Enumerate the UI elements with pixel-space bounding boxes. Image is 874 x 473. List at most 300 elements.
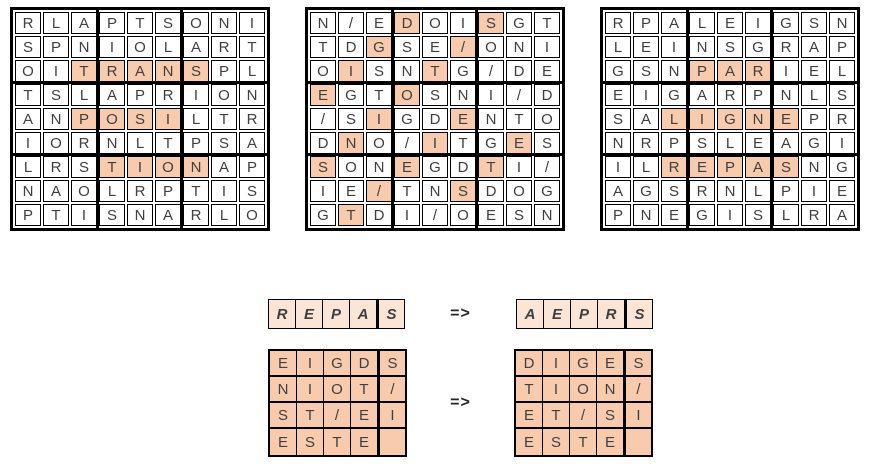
grid-cell: A [605,180,631,202]
grid-cell: L [183,108,209,130]
grid-cell: R [661,156,687,178]
grid-cell: A [661,12,687,34]
grid-cell: R [211,36,237,58]
block-divider [308,153,562,156]
grid-cell: N [717,180,743,202]
grid-cell: I [605,156,631,178]
grid-cell: L [633,156,659,178]
example-cell: P [323,300,350,328]
grid-cell: S [689,132,715,154]
grid-cell: E [801,60,827,82]
grid-cell: L [829,60,855,82]
grid-cell: A [689,84,715,106]
example-cell: E [351,403,378,429]
grid-cell: S [155,12,181,34]
grid-cell: L [239,60,265,82]
grid-cell: / [310,108,336,130]
example-cell: R [598,300,625,328]
grid-cell: P [239,156,265,178]
grid-cell: O [211,84,237,106]
grid-cell: S [661,180,687,202]
example-cell: D [516,351,543,377]
grid-cell: E [745,132,771,154]
grid-cell: E [717,12,743,34]
example-cell: I [297,351,324,377]
example-cell: T [324,429,351,455]
example-cell: O [570,377,597,403]
grid-cell: I [801,180,827,202]
grid-cell: R [605,12,631,34]
grid-cell: N [239,84,265,106]
grid-cell: S [506,204,532,226]
grid-cell: S [478,12,504,34]
grid-cell: N [127,204,153,226]
grid-cell: N [366,156,392,178]
grid-cell: D [338,36,364,58]
grid-cell: P [15,204,41,226]
grid-cell: N [605,132,631,154]
grid-cell: L [605,36,631,58]
grid-cell: R [773,36,799,58]
grid-cell: G [366,36,392,58]
grid-cell: O [183,12,209,34]
grid-cell: S [745,204,771,226]
grid-cell: T [310,36,336,58]
transform-arrow: => [450,394,471,411]
block-divider [603,153,857,156]
grid-cell: G [829,156,855,178]
puzzle-grids-row [10,7,860,231]
grid-cell: N [829,12,855,34]
grid-cell: O [534,108,560,130]
example-row-input [268,299,405,329]
grid-cell: S [239,180,265,202]
example-cell: S [543,429,570,455]
grid-cell: A [43,180,69,202]
grid-cell: T [239,36,265,58]
example-cell: I [624,403,651,429]
transform-arrow: => [450,305,471,322]
grid-cell: D [394,12,420,34]
grid-cell: A [829,204,855,226]
grid-cell: N [338,132,364,154]
example-cell: E [270,351,297,377]
grid-cell: I [422,132,448,154]
example-cell: E [270,429,297,455]
block-transform-example [268,349,653,457]
grid-cell: I [155,108,181,130]
grid-cell: I [773,60,799,82]
grid-cell: I [478,84,504,106]
grid-cell: O [43,132,69,154]
grid-cell: T [394,180,420,202]
grid-cell: E [506,132,532,154]
grid-cell: P [689,60,715,82]
grid-cell: P [717,156,743,178]
example-cell: S [625,300,652,328]
grid-cell: R [127,180,153,202]
grid-cell: S [829,84,855,106]
example-cell: G [324,351,351,377]
example-cell: S [270,403,297,429]
grid-cell: D [506,60,532,82]
grid-cell: G [717,108,743,130]
grid-cell: E [605,84,631,106]
grid-cell: A [99,84,125,106]
grid-cell: A [127,60,153,82]
grid-cell: R [155,84,181,106]
grid-cell: I [43,60,69,82]
grid-cell: I [829,132,855,154]
example-cell: E [516,429,543,455]
grid-cell: G [394,108,420,130]
grid-cell: S [366,60,392,82]
grid-cell: D [422,108,448,130]
grid-cell: A [15,108,41,130]
grid-cell: P [71,108,97,130]
block-divider [96,10,99,228]
grid-cell: I [127,156,153,178]
grid-cell: I [689,108,715,130]
grid-cell: R [717,84,743,106]
grid-cell: / [366,180,392,202]
grid-cell: R [829,108,855,130]
grid-cell: P [211,60,237,82]
grid-cell: R [183,204,209,226]
example-cell: / [378,377,405,403]
grid-cell: L [689,12,715,34]
grid-cell: O [310,60,336,82]
grid-cell: T [506,108,532,130]
example-cell: O [324,377,351,403]
grid-cell: N [155,60,181,82]
grid-cell: N [633,204,659,226]
example-cell: S [378,351,405,377]
grid-cell: G [338,84,364,106]
grid-cell: G [506,12,532,34]
example-cell: S [597,403,624,429]
example-cell: I [543,377,570,403]
grid-cell: S [183,60,209,82]
grid-cell: I [450,12,476,34]
grid-cell: A [71,12,97,34]
grid-cell: O [71,180,97,202]
grid-cell: / [450,36,476,58]
grid-cell: T [211,108,237,130]
grid-cell: S [15,36,41,58]
grid-cell: S [605,108,631,130]
grid-cell: E [478,204,504,226]
grid-cell: T [15,84,41,106]
grid-cell: N [310,12,336,34]
grid-cell: N [211,12,237,34]
grid-cell: N [183,156,209,178]
grid-cell: I [338,60,364,82]
grid-cell: E [394,156,420,178]
grid-cell: T [450,132,476,154]
grid-cell: I [717,204,743,226]
grid-cell: L [127,132,153,154]
grid-cell: A [717,60,743,82]
grid-cell: R [15,12,41,34]
grid-cell: I [239,12,265,34]
block-divider [770,10,773,228]
example-cell: I [297,377,324,403]
grid-cell: E [422,36,448,58]
grid-cell: G [478,132,504,154]
grid-cell: I [633,84,659,106]
block-divider [686,10,689,228]
example-cell: T [570,429,597,455]
example-cell: R [269,300,296,328]
grid-cell: L [15,156,41,178]
example-cell: N [597,377,624,403]
grid-cell: L [661,108,687,130]
grid-cell: G [745,36,771,58]
grid-cell: A [183,36,209,58]
grid-cell: / [338,12,364,34]
grid-cell: I [745,12,771,34]
grid-cell: S [633,60,659,82]
example-cell: T [516,377,543,403]
grid-cell: S [310,156,336,178]
example-cell: S [377,300,404,328]
grid-cell: G [689,204,715,226]
grid-cell: G [661,84,687,106]
grid-cell: R [71,132,97,154]
grid-cell: I [183,84,209,106]
grid-cell: D [310,132,336,154]
grid-cell: S [71,156,97,178]
grid-cell: S [43,84,69,106]
grid-cell: N [506,36,532,58]
grid-cell: P [43,36,69,58]
grid-cell: T [338,204,364,226]
grid-cell: E [829,180,855,202]
grid-cell: O [506,180,532,202]
grid-cell: R [689,180,715,202]
grid-cell: N [478,108,504,130]
block-divider [180,10,183,228]
grid-cell: O [99,108,125,130]
block-divider [13,153,267,156]
example-cell: / [624,377,651,403]
grid-cell: N [71,36,97,58]
grid-cell: S [99,204,125,226]
grid-cell: A [155,204,181,226]
grid-cell: S [127,108,153,130]
grid-cell: A [239,132,265,154]
grid-cell: I [394,204,420,226]
grid-cell: E [450,108,476,130]
grid-cell: R [239,108,265,130]
example-cell [624,429,651,455]
grid-cell: G [605,60,631,82]
row-transform-example [268,299,653,329]
grid-cell: O [15,60,41,82]
grid-cell: T [478,156,504,178]
example-cell: I [543,351,570,377]
grid-cell: O [127,36,153,58]
grid-cell: T [155,132,181,154]
grid-cell: S [422,84,448,106]
grid-cell: O [422,12,448,34]
example-cell: E [544,300,571,328]
example-cell: E [597,429,624,455]
letter-grid-3 [600,7,860,231]
grid-cell: A [801,36,827,58]
grid-cell: N [534,204,560,226]
example-cell: D [351,351,378,377]
grid-cell: S [211,132,237,154]
grid-cell: D [478,180,504,202]
grid-cell: N [801,156,827,178]
grid-cell: E [310,84,336,106]
grid-cell: R [43,156,69,178]
grid-cell: G [801,132,827,154]
grid-cell: S [338,108,364,130]
grid-cell: I [661,36,687,58]
grid-cell: G [633,180,659,202]
grid-cell: G [534,180,560,202]
grid-cell: I [211,180,237,202]
grid-cell: N [15,180,41,202]
grid-cell: I [99,36,125,58]
grid-cell: N [773,84,799,106]
grid-cell: P [801,108,827,130]
grid-cell: P [829,36,855,58]
grid-cell: E [773,108,799,130]
grid-cell: D [534,84,560,106]
grid-cell: N [745,108,771,130]
grid-cell: E [633,36,659,58]
example-row-output [516,299,653,329]
grid-cell: O [394,84,420,106]
example-cell: N [270,377,297,403]
block-divider [308,81,562,84]
grid-cell: S [394,36,420,58]
grid-cell: L [43,12,69,34]
example-block-input [268,349,407,457]
grid-cell: / [422,204,448,226]
grid-cell: P [155,180,181,202]
grid-cell: T [183,180,209,202]
grid-cell: O [239,204,265,226]
grid-cell: S [450,180,476,202]
example-cell: A [517,300,544,328]
grid-cell: / [394,132,420,154]
grid-cell: P [661,132,687,154]
letter-grid-2 [305,7,565,231]
block-divider [603,81,857,84]
grid-cell: P [99,12,125,34]
grid-cell: A [773,132,799,154]
example-cell [378,429,405,455]
example-cell: / [570,403,597,429]
example-cell: P [571,300,598,328]
example-cell: T [351,377,378,403]
example-cell: E [296,300,323,328]
example-cell: / [324,403,351,429]
grid-cell: P [183,132,209,154]
example-cell: S [624,351,651,377]
grid-cell: I [310,180,336,202]
grid-cell: L [773,204,799,226]
example-cell: A [350,300,377,328]
grid-cell: E [534,60,560,82]
grid-cell: I [534,36,560,58]
example-cell: G [570,351,597,377]
example-cell: S [297,429,324,455]
grid-cell: O [450,204,476,226]
grid-cell: I [71,204,97,226]
block-divider [475,10,478,228]
grid-cell: P [605,204,631,226]
grid-cell: N [99,132,125,154]
grid-cell: E [338,180,364,202]
grid-cell: P [773,180,799,202]
grid-cell: G [773,12,799,34]
grid-cell: I [366,108,392,130]
grid-cell: T [99,156,125,178]
grid-cell: S [717,36,743,58]
grid-cell: / [478,60,504,82]
grid-cell: L [801,84,827,106]
grid-cell: N [422,180,448,202]
grid-cell: N [43,108,69,130]
grid-cell: S [534,132,560,154]
example-cell: T [543,403,570,429]
grid-cell: N [450,84,476,106]
grid-cell: T [422,60,448,82]
grid-cell: T [71,60,97,82]
example-cell: E [597,351,624,377]
grid-cell: L [211,204,237,226]
grid-cell: S [801,12,827,34]
grid-cell: P [745,84,771,106]
grid-cell: A [211,156,237,178]
grid-cell: T [534,12,560,34]
example-block-output [514,349,653,457]
grid-cell: L [99,180,125,202]
grid-cell: G [422,156,448,178]
grid-cell: E [661,204,687,226]
grid-cell: G [450,60,476,82]
grid-cell: N [394,60,420,82]
grid-cell: I [506,156,532,178]
grid-cell: T [366,84,392,106]
example-cell: E [516,403,543,429]
grid-cell: O [366,132,392,154]
grid-cell: N [661,60,687,82]
example-cell: E [351,429,378,455]
grid-cell: D [366,204,392,226]
letter-grid-1 [10,7,270,231]
grid-cell: E [689,156,715,178]
grid-cell: R [99,60,125,82]
block-divider [391,10,394,228]
grid-cell: R [633,132,659,154]
grid-cell: L [71,84,97,106]
example-cell: T [297,403,324,429]
grid-cell: D [450,156,476,178]
grid-cell: T [127,12,153,34]
grid-cell: R [745,60,771,82]
block-divider [13,81,267,84]
grid-cell: R [801,204,827,226]
grid-cell: O [478,36,504,58]
grid-cell: N [689,36,715,58]
